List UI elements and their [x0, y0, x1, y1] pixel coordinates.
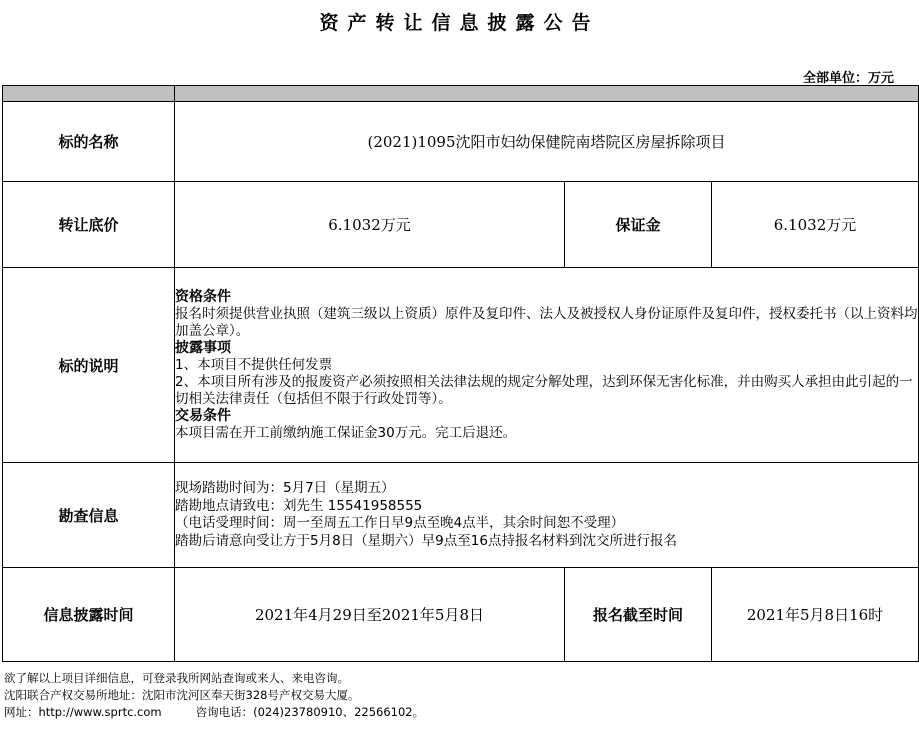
page-title: 资产转让信息披露公告	[319, 12, 600, 34]
qualification-title: 资格条件	[175, 288, 231, 305]
deposit-value: 6.1032万元	[712, 182, 919, 268]
deposit-label: 保证金	[565, 182, 712, 268]
phone-text: 咨询电话：(024)23780910、22566102。	[195, 705, 425, 719]
footer-line: 沈阳联合产权交易所地址：沈阳市沈河区奉天街328号产权交易大厦。	[4, 688, 360, 702]
inspect-line: （电话受理时间：周一至周五工作日早9点至晚4点半，其余时间恕不受理）	[175, 515, 625, 531]
inspect-line: 踏勘后请意向受让方于5月8日（星期六）早9点至16点持报名材料到沈交所进行报名	[175, 532, 677, 549]
footer-contact	[4, 704, 424, 721]
name-label: 标的名称	[3, 102, 175, 182]
period-row	[3, 568, 919, 662]
desc-label: 标的说明	[3, 268, 175, 463]
inspect-content	[175, 463, 919, 568]
trade-text: 本项目需在开工前缴纳施工保证金30万元。完工后退还。	[175, 424, 517, 441]
price-row	[3, 182, 919, 268]
disclosure-title: 披露事项	[175, 339, 231, 356]
price-label: 转让底价	[3, 182, 175, 268]
footer	[4, 670, 424, 721]
inspect-line: 踏勘地点请致电：刘先生 15541958555	[175, 497, 423, 514]
qualification-text: 报名时须提供营业执照（建筑三级以上资质）原件及复印件、法人及被授权人身份证原件及复印件，授权委托书（以上资料均加盖公章）。	[175, 305, 918, 339]
website-link[interactable]: 网址：http://www.sprtc.com	[4, 705, 162, 719]
name-value: (2021)1095沈阳市妇幼保健院南塔院区房屋拆除项目	[175, 102, 919, 182]
unit-label: 全部单位：万元	[802, 71, 894, 86]
deadline-label: 报名截至时间	[565, 568, 712, 662]
trade-title: 交易条件	[175, 407, 231, 424]
disclosure-item-2: 2、本项目所有涉及的报废资产必须按照相关法律法规的规定分解处理，达到环保无害化标准，并由购买人承担由此引起的一切相关法律责任（包括但不限于行政处罚等）。	[175, 373, 913, 407]
header-row	[3, 86, 919, 102]
inspect-row	[3, 463, 919, 568]
inspect-label: 勘查信息	[3, 463, 175, 568]
desc-content	[175, 268, 919, 463]
disclosure-item-1: 1、本项目不提供任何发票	[175, 356, 333, 373]
price-value: 6.1032万元	[175, 182, 565, 268]
period-label: 信息披露时间	[3, 568, 175, 662]
inspect-line: 现场踏勘时间为：5月7日（星期五）	[175, 480, 395, 496]
desc-row	[3, 268, 919, 463]
footer-line: 欲了解以上项目详细信息，可登录我所网站查询或来人、来电咨询。	[4, 671, 349, 685]
header-cell	[3, 86, 175, 102]
header-cell	[175, 86, 919, 102]
name-row	[3, 102, 919, 182]
deadline-value: 2021年5月8日16时	[712, 568, 919, 662]
disclosure-table	[2, 85, 919, 662]
period-value: 2021年4月29日至2021年5月8日	[175, 568, 565, 662]
